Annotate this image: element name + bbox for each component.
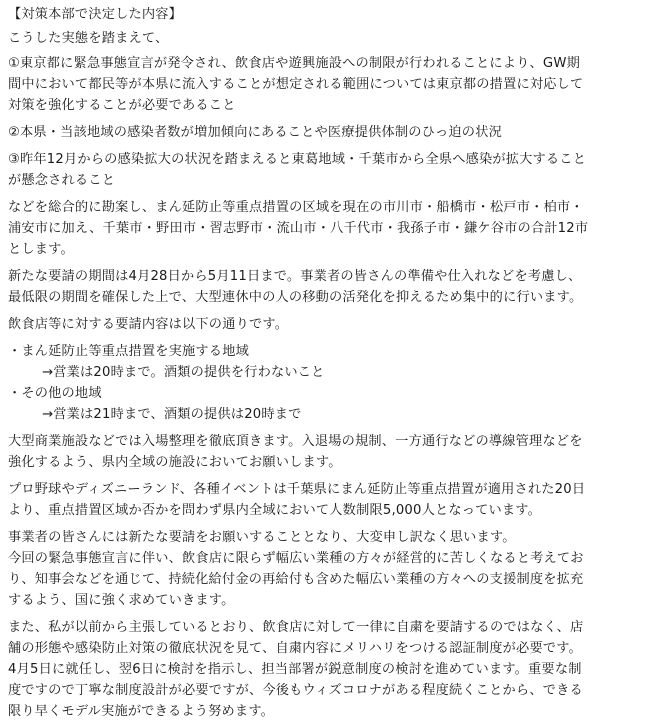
events-paragraph: プロ野球やディズニーランド、各種イベントは千葉県にまん延防止等重点措置が適用された20日 より、重点措置区域か否かを問わず県内全域において人数制限5,000人となっています。	[8, 482, 586, 518]
reason-3: ③昨年12月からの感染拡大の状況を踏まえると東葛地域・千葉市から全県へ感染が拡大すること が懸念されること	[8, 152, 587, 188]
reason-1: ①東京都に緊急事態宣言が発令され、飲食店や遊興施設への制限が行われることにより、GW期 間中において都民等が本県に流入することが想定される範囲については東京都の措置に対応して 対策を強化することが必要であること	[8, 56, 584, 113]
period-paragraph: 新たな要請の期間は4月28日から5月11日まで。事業者の皆さんの準備や仕入れなどを考慮し、 最低限の期間を確保した上で、大型連休中の人の移動の活発化を抑えるため集中的に行います。	[8, 269, 583, 305]
rule-detail-priority: →営業は20時まで。酒類の提供を行わないこと	[42, 365, 325, 380]
rule-detail-other: →営業は21時まで、酒類の提供は20時まで	[42, 407, 302, 422]
commercial-facilities-paragraph: 大型商業施設などでは入場整理を徹底頂きます。入退場の規制、一方通行などの導線管理などを 強化するよう、県内全域の施設においてお願いします。	[8, 434, 583, 470]
restaurant-intro: 飲食店等に対する要請内容は以下の通りです。	[8, 317, 289, 332]
restaurant-rules-list	[8, 341, 652, 425]
certification-paragraph: また、私が以前から主張しているとおり、飲食店に対して一律に自粛を要請するのではなく、店 舗の形態や感染防止対策の徹底状況を見て、自粛内容にメリハリをつける認証制度が必要です。	[8, 620, 584, 656]
business-support-paragraph: 今回の緊急事態宣言に伴い、飲食店に限らず幅広い業種の方々が経営的に苦しくなると考えてお り、知事会などを通じて、持続化給付金の再給付も含めた幅広い業種の方々への支援制度を拡充 するよう、国に強く求めていきます。	[8, 551, 584, 608]
rule-area-priority: ・まん延防止等重点措置を実施する地域	[8, 344, 249, 359]
business-apology-paragraph: 事業者の皆さんには新たな要請をお願いすることとなり、大変申し訳なく思います。	[8, 530, 516, 545]
certification-progress-paragraph: 4月5日に就任し、翌6日に検討を指示し、担当部署が鋭意制度の検討を進めています。重要な制 度ですので丁寧な制度設計が必要ですが、今後もウィズコロナがある程度続くことから、できる 限り早くモデル実施ができるよう努めます。	[8, 662, 583, 719]
rule-area-other: ・その他の地域	[8, 386, 102, 401]
reason-2: ②本県・当該地域の感染者数が増加傾向にあることや医療提供体制のひっ迫の状況	[8, 125, 502, 140]
section-heading: 【対策本部で決定した内容】	[8, 7, 183, 22]
decision-paragraph: などを総合的に勘案し、まん延防止等重点措置の区域を現在の市川市・船橋市・松戸市・柏市・ 浦安市に加え、千葉市・野田市・習志野市・流山市・八千代市・我孫子市・鎌ケ谷市の合計12市 とします。	[8, 200, 589, 257]
intro-text: こうした実態を踏まえて、	[8, 31, 169, 46]
